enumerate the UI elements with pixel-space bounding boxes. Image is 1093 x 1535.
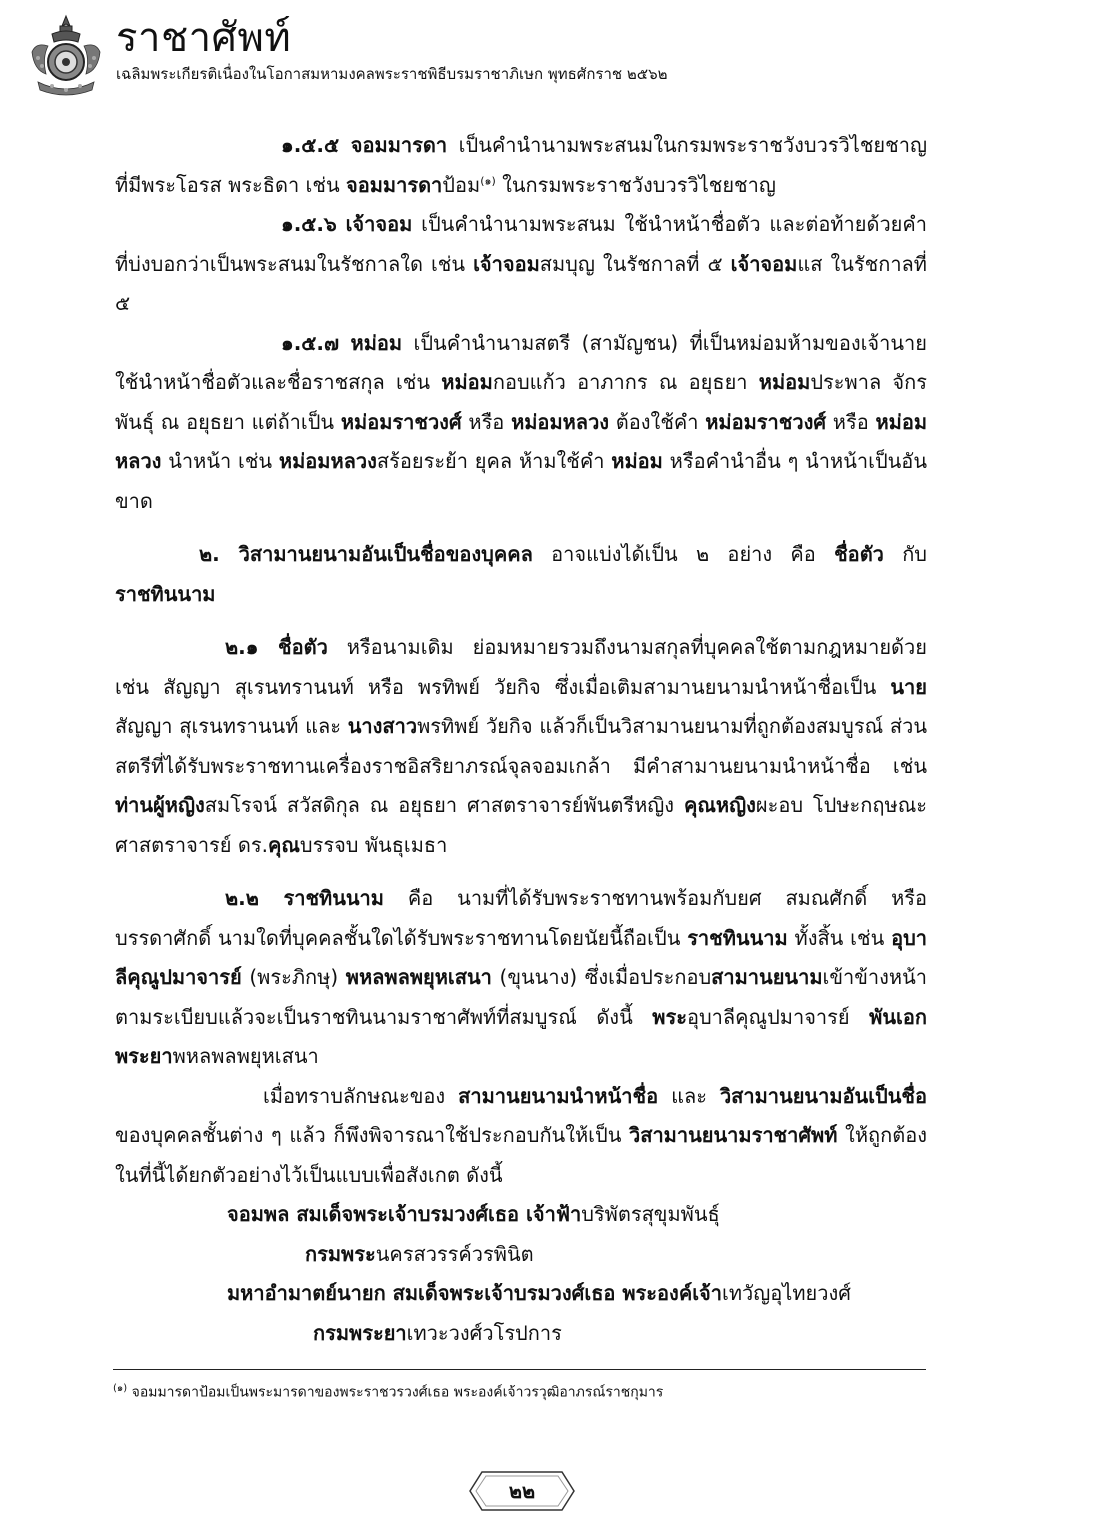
- text: ของบุคคลชั้นต่าง ๆ แล้ว ก็พึงพิจารณาใช้ประกอบกันให้เป็น: [115, 1123, 630, 1147]
- text: พรทิพย์ วัยกิจ แล้วก็เป็นวิสามานยนามที่ถูกต้องสมบูรณ์ ส่วนสตรีที่ได้รับพระราชทานเครื่องราชอิสริยาภรณ์จุลจอมเกล้า มีคำสามานยนามนำหน้าชื่อ เช่น: [115, 714, 927, 778]
- term: พันเอก พระยา: [115, 1004, 927, 1068]
- paragraph-2: [115, 535, 927, 614]
- page-number: ๒๒: [508, 1479, 536, 1503]
- text: (พระภิกษุ): [241, 965, 346, 989]
- text: เมื่อทราบลักษณะของ: [263, 1083, 459, 1108]
- text: หรือ: [461, 409, 512, 434]
- term: นางสาว: [347, 714, 418, 738]
- footnote-reference[interactable]: (๑): [480, 173, 496, 187]
- example-2-line-2: [115, 1314, 927, 1354]
- text: ทั้งสิ้น เช่น: [787, 925, 892, 950]
- term: คุณหญิง: [683, 793, 756, 817]
- example-name: เทวะวงศ์วโรปการ: [406, 1320, 562, 1345]
- example-1-line-2: [115, 1235, 927, 1275]
- text: พหลพลพยุหเสนา: [172, 1044, 319, 1068]
- example-title: จอมพล สมเด็จพระเจ้าบรมวงศ์เธอ เจ้าฟ้า: [227, 1202, 582, 1226]
- example-name: ป้อม: [442, 172, 481, 197]
- text: นำหน้า เช่น: [161, 449, 279, 473]
- footnote-divider: [113, 1369, 926, 1370]
- term: ราชทินนาม: [687, 925, 788, 950]
- example-term: เจ้าจอม: [730, 251, 798, 276]
- term: ท่านผู้หญิง: [115, 793, 205, 817]
- text: ต้องใช้คำ: [609, 409, 706, 434]
- text: หรือนามเดิม ย่อมหมายรวมถึงนามสกุลที่บุคคลใช้ตามกฎหมายด้วย เช่น สัญญา สุเรนทรานนท์ หรือ พรทิพย์ วัยกิจ ซึ่งเมื่อเติมสามานยนามนำหน้าชื่อเป็น: [115, 635, 927, 699]
- text: กับ: [883, 542, 928, 566]
- term: หม่อมราชวงศ์: [340, 409, 462, 434]
- text: กอบแก้ว อาภากร ณ อยุธยา: [492, 370, 759, 394]
- text: ในกรมพระราชวังบวรวิไชยชาญ: [495, 172, 776, 197]
- section-number: ๑.๕.๗: [281, 330, 340, 355]
- term: คุณ: [267, 832, 300, 857]
- section-heading: ๒. วิสามานยนามอันเป็นชื่อของบุคคล: [199, 542, 533, 566]
- text: (ขุนนาง) ซึ่งเมื่อประกอบ: [491, 965, 712, 989]
- footnote-marker: (๑): [113, 1383, 128, 1394]
- term: หม่อม: [758, 370, 811, 394]
- section-number: ๑.๕.๕: [281, 133, 340, 157]
- term: หม่อม: [441, 370, 493, 394]
- text: บรรจบ พันธุเมธา: [299, 832, 448, 857]
- term: อุบาลีคุณูปมาจารย์: [115, 925, 927, 989]
- term: นาย: [890, 674, 927, 699]
- text: หรือ: [826, 409, 876, 434]
- term: ชื่อตัว: [834, 542, 884, 566]
- term: เจ้าจอม: [345, 212, 413, 236]
- text: สมบุญ ในรัชกาลที่ ๕: [539, 251, 731, 276]
- term: สามานยนามนำหน้าชื่อ: [458, 1083, 659, 1108]
- text: สัญญา สุเรนทรานนท์ และ: [115, 714, 348, 738]
- term: จอมมารดา: [350, 133, 448, 157]
- example-2-line-1: [115, 1274, 927, 1314]
- text: เป็นคำนำนามพระสนมในกรมพระราชวังบวรวิไชยชาญ ที่มีพระโอรส พระธิดา เช่น: [115, 133, 927, 197]
- text: เข้าข้างหน้าตามระเบียบแล้วจะเป็นราชทินนามราชาศัพท์ที่สมบูรณ์ ดังนี้: [115, 965, 927, 1029]
- term: หม่อมหลวง: [278, 449, 377, 473]
- paragraph-2-2: [115, 879, 927, 1077]
- header-title: ราชาศัพท์: [116, 15, 292, 61]
- text: อาจแบ่งได้เป็น ๒ อย่าง คือ: [532, 542, 835, 566]
- text: คือ นามที่ได้รับพระราชทานพร้อมกับยศ สมณศักดิ์ หรือบรรดาศักดิ์ นามใดที่บุคคลชั้นใดได้รับพระราชทานโดยนัยนี้ถือเป็น: [115, 886, 928, 950]
- header-subtitle: เฉลิมพระเกียรติเนื่องในโอกาสมหามงคลพระราชพิธีบรมราชาภิเษก พุทธศักราช ๒๕๖๒: [116, 65, 668, 83]
- section-heading: ๒.๒ ราชทินนาม: [225, 886, 384, 910]
- paragraph-summary: [115, 1077, 927, 1196]
- text: สร้อยระย้า ยุคล ห้ามใช้คำ: [376, 449, 612, 473]
- text: ผะอบ โปษะกฤษณะ ศาสตราจารย์ ดร.: [115, 793, 927, 857]
- term: หม่อมหลวง: [511, 409, 610, 434]
- paragraph-1-5-5: [115, 126, 927, 205]
- term: หม่อม: [350, 330, 403, 355]
- example-name: บริพัตรสุขุมพันธุ์: [581, 1202, 720, 1226]
- text: เป็นคำนำนามพระสนม ใช้นำหน้าชื่อตัว และต่อท้ายด้วยคำที่บ่งบอกว่าเป็นพระสนมในรัชกาลใด เช่น: [115, 212, 928, 276]
- section-heading: ๒.๑ ชื่อตัว: [225, 635, 328, 659]
- example-name: นครสวรรค์วรพินิต: [375, 1241, 534, 1266]
- footnote: [113, 1378, 663, 1404]
- text: แส ในรัชกาลที่ ๕: [115, 251, 927, 315]
- paragraph-1-5-6: [115, 205, 927, 324]
- example-term: เจ้าจอม: [473, 251, 540, 276]
- document-body: [115, 126, 927, 1353]
- footnote-text: จอมมารดาป้อมเป็นพระมารดาของพระราชวรวงศ์เธอ พระองค์เจ้าวรวุฒิอาภรณ์ราชกุมาร: [131, 1384, 664, 1401]
- page-number-badge: [468, 1470, 576, 1512]
- text: หรือคำนำอื่น ๆ นำหน้าเป็นอันขาด: [115, 449, 927, 513]
- term: หม่อม: [611, 449, 663, 473]
- example-term: จอมมารดา: [346, 172, 443, 197]
- royal-emblem-icon: [22, 12, 110, 100]
- term: วิสามานยนามอันเป็นชื่อ: [719, 1083, 927, 1108]
- term: วิสามานยนามราชาศัพท์: [629, 1123, 838, 1147]
- text: และ: [658, 1083, 720, 1108]
- example-title: มหาอำมาตย์นายก สมเด็จพระเจ้าบรมวงศ์เธอ พระองค์เจ้า: [227, 1281, 722, 1305]
- paragraph-1-5-7: [115, 324, 927, 522]
- term: หม่อมหลวง: [115, 409, 928, 473]
- term: หม่อมราชวงศ์: [705, 409, 827, 434]
- text: สมโรจน์ สวัสดิกุล ณ อยุธยา ศาสตราจารย์พันตรีหญิง: [204, 793, 684, 817]
- example-title: กรมพระยา: [313, 1320, 407, 1345]
- term: พระ: [652, 1004, 687, 1029]
- example-1-line-1: [115, 1195, 927, 1235]
- term: พหลพลพยุหเสนา: [345, 965, 492, 989]
- text: ให้ถูกต้อง ในที่นี้ได้ยกตัวอย่างไว้เป็นแบบเพื่อสังเกต ดังนี้: [115, 1123, 927, 1187]
- section-number: ๑.๕.๖: [281, 212, 337, 236]
- example-title: กรมพระ: [305, 1241, 376, 1266]
- text: ประพาล จักรพันธุ์ ณ อยุธยา แต่ถ้าเป็น: [115, 370, 927, 434]
- term: สามานยนาม: [711, 965, 823, 989]
- example-name: เทวัญอุไทยวงศ์: [721, 1281, 851, 1305]
- term: ราชทินนาม: [115, 581, 216, 606]
- text: อุบาลีคุณูปมาจารย์: [686, 1004, 870, 1029]
- paragraph-2-1: [115, 628, 927, 865]
- text: เป็นคำนำนามสตรี (สามัญชน) ที่เป็นหม่อมห้ามของเจ้านาย ใช้นำหน้าชื่อตัวและชื่อราชสกุล เช่น: [115, 330, 928, 394]
